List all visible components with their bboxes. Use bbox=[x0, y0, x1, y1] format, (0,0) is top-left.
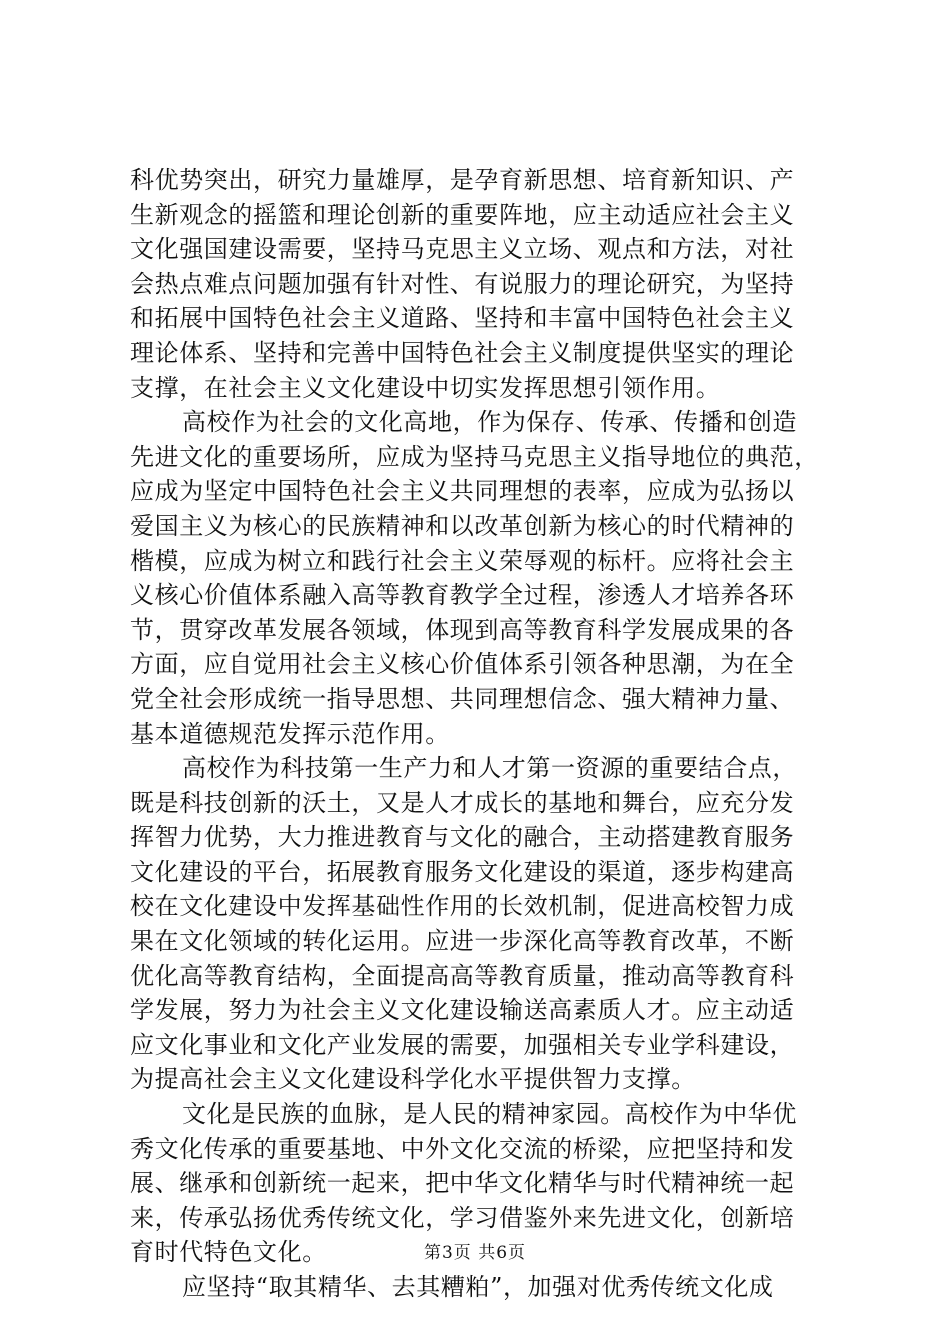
paragraph-first-line: 高校作为科技第一生产力和人才第一资源的重要结合点， bbox=[182, 754, 797, 783]
paragraph-first-line: 高校作为社会的文化高地，作为保存、传承、传播和创造 bbox=[182, 408, 797, 437]
text-line: 会热点难点问题加强有针对性、有说服力的理论研究，为坚持 bbox=[130, 269, 795, 298]
text-line: 文化建设的平台，拓展教育服务文化建设的渠道，逐步构建高 bbox=[130, 857, 795, 886]
text-line: 先进文化的重要场所，应成为坚持马克思主义指导地位的典范， bbox=[130, 442, 819, 471]
document-body bbox=[130, 163, 830, 1305]
text-line: 展、继承和创新统一起来，把中华文化精华与时代精神统一起 bbox=[130, 1169, 795, 1198]
text-line: 文化强国建设需要，坚持马克思主义立场、观点和方法，对社 bbox=[130, 235, 795, 264]
text-line: 支撑，在社会主义文化建设中切实发挥思想引领作用。 bbox=[130, 373, 721, 402]
text-line: 爱国主义为核心的民族精神和以改革创新为核心的时代精神的 bbox=[130, 511, 795, 540]
text-line: 果在文化领域的转化运用。应进一步深化高等教育改革，不断 bbox=[130, 927, 795, 956]
text-line: 来，传承弘扬优秀传统文化，学习借鉴外来先进文化，创新培 bbox=[130, 1203, 795, 1232]
text-line: 校在文化建设中发挥基础性作用的长效机制，促进高校智力成 bbox=[130, 892, 795, 921]
text-line: 党全社会形成统一指导思想、共同理想信念、强大精神力量、 bbox=[130, 684, 795, 713]
text-line: 应文化事业和文化产业发展的需要，加强相关专业学科建设， bbox=[130, 1030, 795, 1059]
text-line: 优化高等教育结构，全面提高高等教育质量，推动高等教育科 bbox=[130, 961, 795, 990]
text-line: 基本道德规范发挥示范作用。 bbox=[130, 719, 450, 748]
text-line: 挥智力优势，大力推进教育与文化的融合，主动搭建教育服务 bbox=[130, 823, 795, 852]
text-line: 科优势突出，研究力量雄厚，是孕育新思想、培育新知识、产 bbox=[130, 166, 795, 194]
text-line: 应成为坚定中国特色社会主义共同理想的表率，应成为弘扬以 bbox=[130, 477, 795, 506]
text-line: 节，贯穿改革发展各领域，体现到高等教育科学发展成果的各 bbox=[130, 615, 795, 644]
text-line: 和拓展中国特色社会主义道路、坚持和丰富中国特色社会主义 bbox=[130, 304, 795, 333]
paragraph-first-line: 文化是民族的血脉，是人民的精神家园。高校作为中华优 bbox=[182, 1100, 797, 1129]
paragraph-first-line: 应坚持“取其精华、去其糟粕”，加强对优秀传统文化成 bbox=[182, 1273, 774, 1301]
text-line: 生新观念的摇篮和理论创新的重要阵地，应主动适应社会主义 bbox=[130, 200, 795, 229]
text-line: 义核心价值体系融入高等教育教学全过程，渗透人才培养各环 bbox=[130, 581, 795, 610]
text-line: 既是科技创新的沃土，又是人才成长的基地和舞台，应充分发 bbox=[130, 788, 795, 817]
text-line: 方面，应自觉用社会主义核心价值体系引领各种思潮，为在全 bbox=[130, 650, 795, 679]
text-line: 学发展，努力为社会主义文化建设输送高素质人才。应主动适 bbox=[130, 996, 795, 1025]
text-line: 楷模，应成为树立和践行社会主义荣辱观的标杆。应将社会主 bbox=[130, 546, 795, 575]
text-line: 理论体系、坚持和完善中国特色社会主义制度提供坚实的理论 bbox=[130, 338, 795, 367]
text-line: 秀文化传承的重要基地、中外文化交流的桥梁，应把坚持和发 bbox=[130, 1134, 795, 1163]
page-footer: 第3页 共6页 bbox=[423, 1243, 527, 1263]
text-line: 为提高社会主义文化建设科学化水平提供智力支撑。 bbox=[130, 1065, 696, 1094]
text-line: 育时代特色文化。 bbox=[130, 1238, 327, 1267]
